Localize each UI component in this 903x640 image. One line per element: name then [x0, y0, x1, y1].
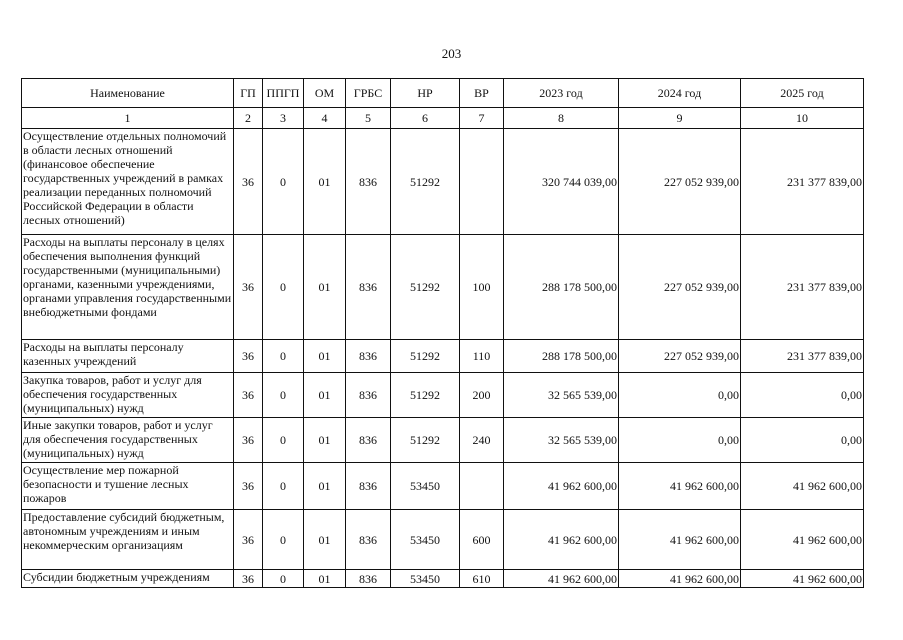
- gp-cell: 36: [234, 463, 263, 510]
- gp-cell: 36: [234, 235, 263, 340]
- vr-cell: [460, 129, 504, 235]
- amount-2023-cell: 41 962 600,00: [504, 463, 619, 510]
- column-index-cell: 5: [346, 108, 391, 129]
- ppgp-cell: 0: [263, 129, 304, 235]
- column-index-cell: 6: [391, 108, 460, 129]
- table-row: [22, 235, 864, 340]
- amount-2023-cell: 41 962 600,00: [504, 570, 619, 588]
- om-cell: 01: [304, 570, 346, 588]
- name-cell: Субсидии бюджетным учреждениям: [22, 570, 234, 588]
- table-row: [22, 463, 864, 510]
- ppgp-cell: 0: [263, 235, 304, 340]
- amount-2025-cell: 231 377 839,00: [741, 129, 864, 235]
- vr-cell: 240: [460, 418, 504, 463]
- grbs-cell: 836: [346, 570, 391, 588]
- column-index-row: [22, 108, 864, 129]
- budget-table: [21, 78, 864, 588]
- table-row: [22, 340, 864, 373]
- column-index-cell: 2: [234, 108, 263, 129]
- header-cell-vr: ВР: [460, 79, 504, 108]
- amount-2023-cell: 32 565 539,00: [504, 373, 619, 418]
- ppgp-cell: 0: [263, 463, 304, 510]
- vr-cell: [460, 463, 504, 510]
- vr-cell: 100: [460, 235, 504, 340]
- grbs-cell: 836: [346, 340, 391, 373]
- column-index-cell: 3: [263, 108, 304, 129]
- header-cell-gp: ГП: [234, 79, 263, 108]
- table-row: [22, 373, 864, 418]
- header-cell-nr: НР: [391, 79, 460, 108]
- grbs-cell: 836: [346, 129, 391, 235]
- gp-cell: 36: [234, 129, 263, 235]
- column-index-cell: 7: [460, 108, 504, 129]
- amount-2025-cell: 231 377 839,00: [741, 340, 864, 373]
- table-body: [22, 79, 864, 588]
- vr-cell: 600: [460, 510, 504, 570]
- amount-2024-cell: 227 052 939,00: [619, 129, 741, 235]
- header-cell-name: Наименование: [22, 79, 234, 108]
- column-index-cell: 4: [304, 108, 346, 129]
- name-cell: Расходы на выплаты персоналу казенных учреждений: [22, 340, 234, 373]
- table-row: [22, 129, 864, 235]
- nr-cell: 51292: [391, 373, 460, 418]
- amount-2025-cell: 0,00: [741, 418, 864, 463]
- amount-2024-cell: 227 052 939,00: [619, 340, 741, 373]
- om-cell: 01: [304, 235, 346, 340]
- column-index-cell: 8: [504, 108, 619, 129]
- amount-2023-cell: 320 744 039,00: [504, 129, 619, 235]
- ppgp-cell: 0: [263, 510, 304, 570]
- header-cell-2024: 2024 год: [619, 79, 741, 108]
- grbs-cell: 836: [346, 418, 391, 463]
- gp-cell: 36: [234, 340, 263, 373]
- grbs-cell: 836: [346, 463, 391, 510]
- om-cell: 01: [304, 463, 346, 510]
- amount-2025-cell: 41 962 600,00: [741, 510, 864, 570]
- gp-cell: 36: [234, 570, 263, 588]
- amount-2025-cell: 231 377 839,00: [741, 235, 864, 340]
- amount-2023-cell: 41 962 600,00: [504, 510, 619, 570]
- amount-2023-cell: 32 565 539,00: [504, 418, 619, 463]
- om-cell: 01: [304, 510, 346, 570]
- nr-cell: 53450: [391, 510, 460, 570]
- grbs-cell: 836: [346, 373, 391, 418]
- nr-cell: 51292: [391, 129, 460, 235]
- amount-2024-cell: 41 962 600,00: [619, 463, 741, 510]
- header-cell-ppgp: ППГП: [263, 79, 304, 108]
- table-row: [22, 418, 864, 463]
- table-row: [22, 570, 864, 588]
- column-index-cell: 1: [22, 108, 234, 129]
- om-cell: 01: [304, 129, 346, 235]
- grbs-cell: 836: [346, 510, 391, 570]
- amount-2023-cell: 288 178 500,00: [504, 340, 619, 373]
- table-row: [22, 510, 864, 570]
- gp-cell: 36: [234, 373, 263, 418]
- grbs-cell: 836: [346, 235, 391, 340]
- nr-cell: 51292: [391, 235, 460, 340]
- name-cell: Закупка товаров, работ и услуг для обеспечения государственных (муниципальных) нужд: [22, 373, 234, 418]
- om-cell: 01: [304, 418, 346, 463]
- ppgp-cell: 0: [263, 340, 304, 373]
- name-cell: Иные закупки товаров, работ и услуг для обеспечения государственных (муниципальных) нужд: [22, 418, 234, 463]
- ppgp-cell: 0: [263, 373, 304, 418]
- amount-2024-cell: 0,00: [619, 418, 741, 463]
- page-number: 203: [441, 46, 462, 61]
- header-row: [22, 79, 864, 108]
- name-cell: Предоставление субсидий бюджетным, автономным учреждениям и иным некоммерческим организациям: [22, 510, 234, 570]
- amount-2023-cell: 288 178 500,00: [504, 235, 619, 340]
- amount-2025-cell: 0,00: [741, 373, 864, 418]
- gp-cell: 36: [234, 510, 263, 570]
- name-cell: Осуществление мер пожарной безопасности и тушение лесных пожаров: [22, 463, 234, 510]
- column-index-cell: 9: [619, 108, 741, 129]
- name-cell: Осуществление отдельных полномочий в области лесных отношений (финансовое обеспечение государственных учреждений в рамках реализации переданных полномочий Российской Федерации в области лесных отношений): [22, 129, 234, 235]
- gp-cell: 36: [234, 418, 263, 463]
- nr-cell: 51292: [391, 340, 460, 373]
- amount-2024-cell: 227 052 939,00: [619, 235, 741, 340]
- header-cell-2025: 2025 год: [741, 79, 864, 108]
- om-cell: 01: [304, 340, 346, 373]
- amount-2025-cell: 41 962 600,00: [741, 570, 864, 588]
- nr-cell: 53450: [391, 463, 460, 510]
- ppgp-cell: 0: [263, 570, 304, 588]
- amount-2025-cell: 41 962 600,00: [741, 463, 864, 510]
- nr-cell: 53450: [391, 570, 460, 588]
- header-cell-grbs: ГРБС: [346, 79, 391, 108]
- amount-2024-cell: 41 962 600,00: [619, 510, 741, 570]
- amount-2024-cell: 41 962 600,00: [619, 570, 741, 588]
- vr-cell: 200: [460, 373, 504, 418]
- nr-cell: 51292: [391, 418, 460, 463]
- vr-cell: 610: [460, 570, 504, 588]
- om-cell: 01: [304, 373, 346, 418]
- name-cell: Расходы на выплаты персоналу в целях обеспечения выполнения функций государственными (муниципальными) органами, казенными учреждениями, органами управления государственными внебюджетными фондами: [22, 235, 234, 340]
- column-index-cell: 10: [741, 108, 864, 129]
- header-cell-om: ОМ: [304, 79, 346, 108]
- header-cell-2023: 2023 год: [504, 79, 619, 108]
- vr-cell: 110: [460, 340, 504, 373]
- ppgp-cell: 0: [263, 418, 304, 463]
- amount-2024-cell: 0,00: [619, 373, 741, 418]
